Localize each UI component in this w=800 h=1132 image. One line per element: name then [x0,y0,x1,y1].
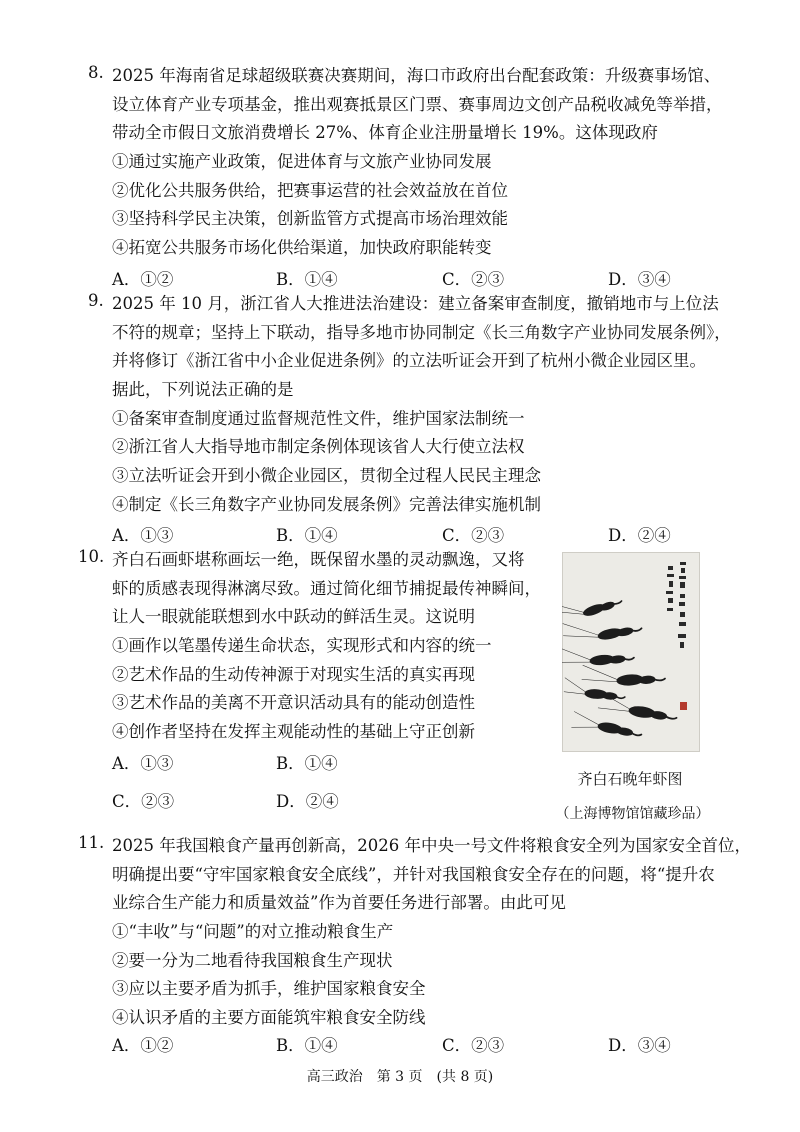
choice-statement: ①“丰收”与“问题”的对立推动粮食生产 [112,922,394,942]
option-d[interactable]: D．②④ [608,526,671,545]
stem-line: 业综合生产能力和质量效益”作为首要任务进行部署。由此可见 [112,893,566,913]
choice-statement: ①备案审查制度通过监督规范性文件，维护国家法制统一 [112,408,525,428]
option-b[interactable]: B．①④ [276,1036,338,1055]
question-number: 11. [78,833,105,852]
option-a[interactable]: A．①② [112,1036,174,1055]
answer-options [112,788,412,818]
stem-line: 让人一眼就能联想到水中跃动的鲜活生灵。这说明 [112,607,475,627]
stem-line: 设立体育产业专项基金，推出观赛抵景区门票、赛事周边文创产品税收减免等举措， [112,94,723,114]
shrimp-painting-image [562,552,700,752]
option-c[interactable]: C．②③ [442,526,505,545]
stem-line: 虾的质感表现得淋漓尽致。通过简化细节捕捉最传神瞬间， [112,578,541,598]
option-a[interactable]: A．①② [112,270,174,289]
question-stem [112,546,542,747]
stem-line: 并将修订《浙江省中小企业促进条例》的立法听证会开到了杭州小微企业园区里。 [112,351,706,371]
stem-line: 带动全市假日文旅消费增长 27%、体育企业注册量增长 19%。这体现政府 [112,123,658,143]
choice-statement: ④认识矛盾的主要方面能筑牢粮食安全防线 [112,1008,426,1028]
choice-statement: ④创作者坚持在发挥主观能动性的基础上守正创新 [112,722,475,742]
option-d[interactable]: D．③④ [608,270,671,289]
stem-line: 不符的规章；坚持上下联动，指导多地市协同制定《长三角数字产业协同发展条例》， [112,322,731,342]
stem-line: 2025 年我国粮食产量再创新高，2026 年中央一号文件将粮食安全列为国家安全首位， [112,836,751,855]
stem-line: 据此，下列说法正确的是 [112,380,294,400]
option-b[interactable]: B．①④ [276,526,338,545]
choice-statement: ①画作以笔墨传递生命状态，实现形式和内容的统一 [112,636,492,656]
stem-line: 齐白石画虾堪称画坛一绝，既保留水墨的灵动飘逸，又将 [112,550,525,569]
option-b[interactable]: B．①④ [276,754,338,773]
choice-statement: ②要一分为二地看待我国粮食生产现状 [112,950,393,970]
question-stem [112,62,722,263]
stem-line: 2025 年海南省足球超级联赛决赛期间，海口市政府出台配套政策：升级赛事场馆、 [112,66,721,85]
option-d[interactable]: D．③④ [608,1036,671,1055]
question-number: 10. [78,547,105,566]
answer-options [112,750,412,780]
stem-line: 明确提出要“守牢国家粮食安全底线”，并针对我国粮食安全存在的问题，将“提升农 [112,864,715,884]
question-number: 9. [88,291,104,310]
choice-statement: ③立法听证会开到小微企业园区，贯彻全过程人民民主理念 [112,466,541,486]
option-d[interactable]: D．②④ [276,792,339,811]
choice-statement: ③坚持科学民主决策，创新监管方式提高市场治理效能 [112,209,508,229]
page-footer: 高三政治 第 3 页 (共 8 页) [306,1069,494,1085]
question-number: 8. [88,63,104,82]
stem-line: 2025 年 10 月，浙江省人大推进法治建设：建立备案审查制度，撤销地市与上位法 [112,294,719,313]
question-stem [112,832,762,1033]
choice-statement: ②艺术作品的生动传神源于对现实生活的真实再现 [112,664,475,684]
choice-statement: ②优化公共服务供给，把赛事运营的社会效益放在首位 [112,180,508,200]
question-stem [112,290,731,520]
option-c[interactable]: C．②③ [112,792,175,811]
option-b[interactable]: B．①④ [276,270,338,289]
choice-statement: ②浙江省人大指导地市制定条例体现该省人大行使立法权 [112,437,525,457]
choice-statement: ①通过实施产业政策，促进体育与文旅产业协同发展 [112,152,492,172]
answer-options [112,1032,712,1062]
figure-caption: 齐白石晚年虾图 [577,770,683,788]
choice-statement: ④制定《长三角数字产业协同发展条例》完善法律实施机制 [112,494,541,514]
option-a[interactable]: A．①③ [112,754,174,773]
option-a[interactable]: A．①③ [112,526,174,545]
figure-source: （上海博物馆馆藏珍品） [555,806,710,822]
option-c[interactable]: C．②③ [442,1036,505,1055]
choice-statement: ③艺术作品的美离不开意识活动具有的能动创造性 [112,693,475,713]
option-c[interactable]: C．②③ [442,270,505,289]
choice-statement: ④拓宽公共服务市场化供给渠道，加快政府职能转变 [112,238,492,258]
choice-statement: ③应以主要矛盾为抓手，维护国家粮食安全 [112,979,426,999]
